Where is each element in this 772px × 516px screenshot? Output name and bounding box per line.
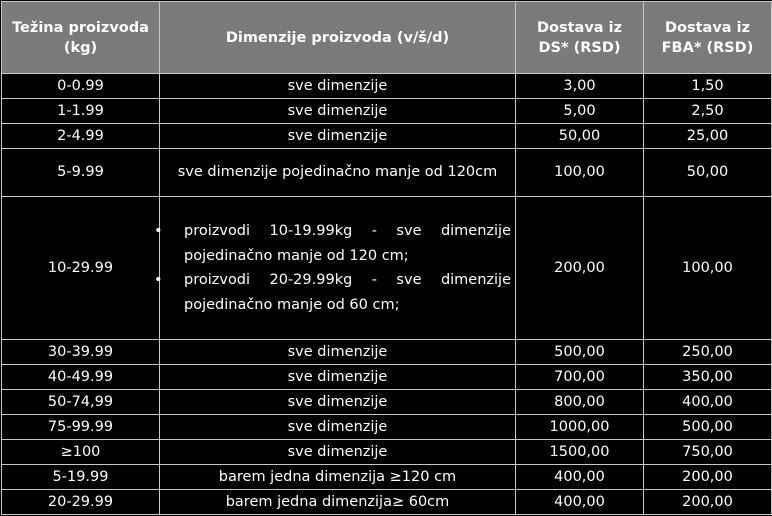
table-row <box>2 340 772 365</box>
dimensions-cell: sve dimenzije <box>160 74 516 99</box>
table-row <box>2 465 772 490</box>
ds-price-cell: 3,00 <box>516 74 644 99</box>
header-weight: Težina proizvoda (kg) <box>2 2 160 74</box>
header-fba: Dostava iz FBA* (RSD) <box>644 2 772 74</box>
table-row <box>2 415 772 440</box>
dimensions-cell: sve dimenzije pojedinačno manje od 120cm <box>160 149 516 197</box>
weight-cell: 30-39.99 <box>2 340 160 365</box>
dimensions-cell: sve dimenzije <box>160 415 516 440</box>
table-row <box>2 365 772 390</box>
dimensions-cell: sve dimenzije <box>160 365 516 390</box>
weight-cell: 10-29.99 <box>2 197 160 340</box>
fba-price-cell: 200,00 <box>644 465 772 490</box>
table-row <box>2 124 772 149</box>
weight-cell: 1-1.99 <box>2 99 160 124</box>
dimensions-cell: sve dimenzije <box>160 99 516 124</box>
table-row <box>2 149 772 197</box>
ds-price-cell: 800,00 <box>516 390 644 415</box>
fba-price-cell: 750,00 <box>644 440 772 465</box>
table-row <box>2 74 772 99</box>
header-dimensions: Dimenzije proizvoda (v/š/d) <box>160 2 516 74</box>
weight-cell: 40-49.99 <box>2 365 160 390</box>
ds-price-cell: 200,00 <box>516 197 644 340</box>
ds-price-cell: 500,00 <box>516 340 644 365</box>
weight-cell: 2-4.99 <box>2 124 160 149</box>
weight-cell: 50-74,99 <box>2 390 160 415</box>
fba-price-cell: 50,00 <box>644 149 772 197</box>
ds-price-cell: 400,00 <box>516 490 644 515</box>
header-row <box>2 2 772 74</box>
table-row <box>2 390 772 415</box>
fba-price-cell: 500,00 <box>644 415 772 440</box>
dimensions-cell: sve dimenzije <box>160 124 516 149</box>
dimensions-cell: sve dimenzije <box>160 340 516 365</box>
table-row <box>2 490 772 515</box>
fba-price-cell: 2,50 <box>644 99 772 124</box>
fba-price-cell: 1,50 <box>644 74 772 99</box>
ds-price-cell: 400,00 <box>516 465 644 490</box>
table-row <box>2 99 772 124</box>
fba-price-cell: 100,00 <box>644 197 772 340</box>
ds-price-cell: 1500,00 <box>516 440 644 465</box>
weight-cell: 75-99.99 <box>2 415 160 440</box>
table-row <box>2 197 772 340</box>
header-ds: Dostava iz DS* (RSD) <box>516 2 644 74</box>
ds-price-cell: 50,00 <box>516 124 644 149</box>
dimensions-cell: sve dimenzije <box>160 390 516 415</box>
bullet-item: • proizvodi 20-29.99kg - sve dimenzije pojedinačno manje od 60 cm; <box>184 268 511 317</box>
dimensions-bullet-list <box>164 219 511 317</box>
table-row <box>2 440 772 465</box>
dimensions-list-cell <box>160 197 516 340</box>
weight-cell: 0-0.99 <box>2 74 160 99</box>
ds-price-cell: 5,00 <box>516 99 644 124</box>
ds-price-cell: 1000,00 <box>516 415 644 440</box>
fba-price-cell: 400,00 <box>644 390 772 415</box>
weight-cell: 5-19.99 <box>2 465 160 490</box>
fba-price-cell: 200,00 <box>644 490 772 515</box>
weight-cell: ≥100 <box>2 440 160 465</box>
fba-price-cell: 350,00 <box>644 365 772 390</box>
ds-price-cell: 100,00 <box>516 149 644 197</box>
bullet-item: • proizvodi 10-19.99kg - sve dimenzije pojedinačno manje od 120 cm; <box>184 219 511 268</box>
weight-cell: 20-29.99 <box>2 490 160 515</box>
dimensions-cell: barem jedna dimenzija≥ 60cm <box>160 490 516 515</box>
fba-price-cell: 250,00 <box>644 340 772 365</box>
weight-cell: 5-9.99 <box>2 149 160 197</box>
dimensions-cell: sve dimenzije <box>160 440 516 465</box>
dimensions-cell: barem jedna dimenzija ≥120 cm <box>160 465 516 490</box>
fba-price-cell: 25,00 <box>644 124 772 149</box>
shipping-rates-table <box>1 1 772 515</box>
ds-price-cell: 700,00 <box>516 365 644 390</box>
